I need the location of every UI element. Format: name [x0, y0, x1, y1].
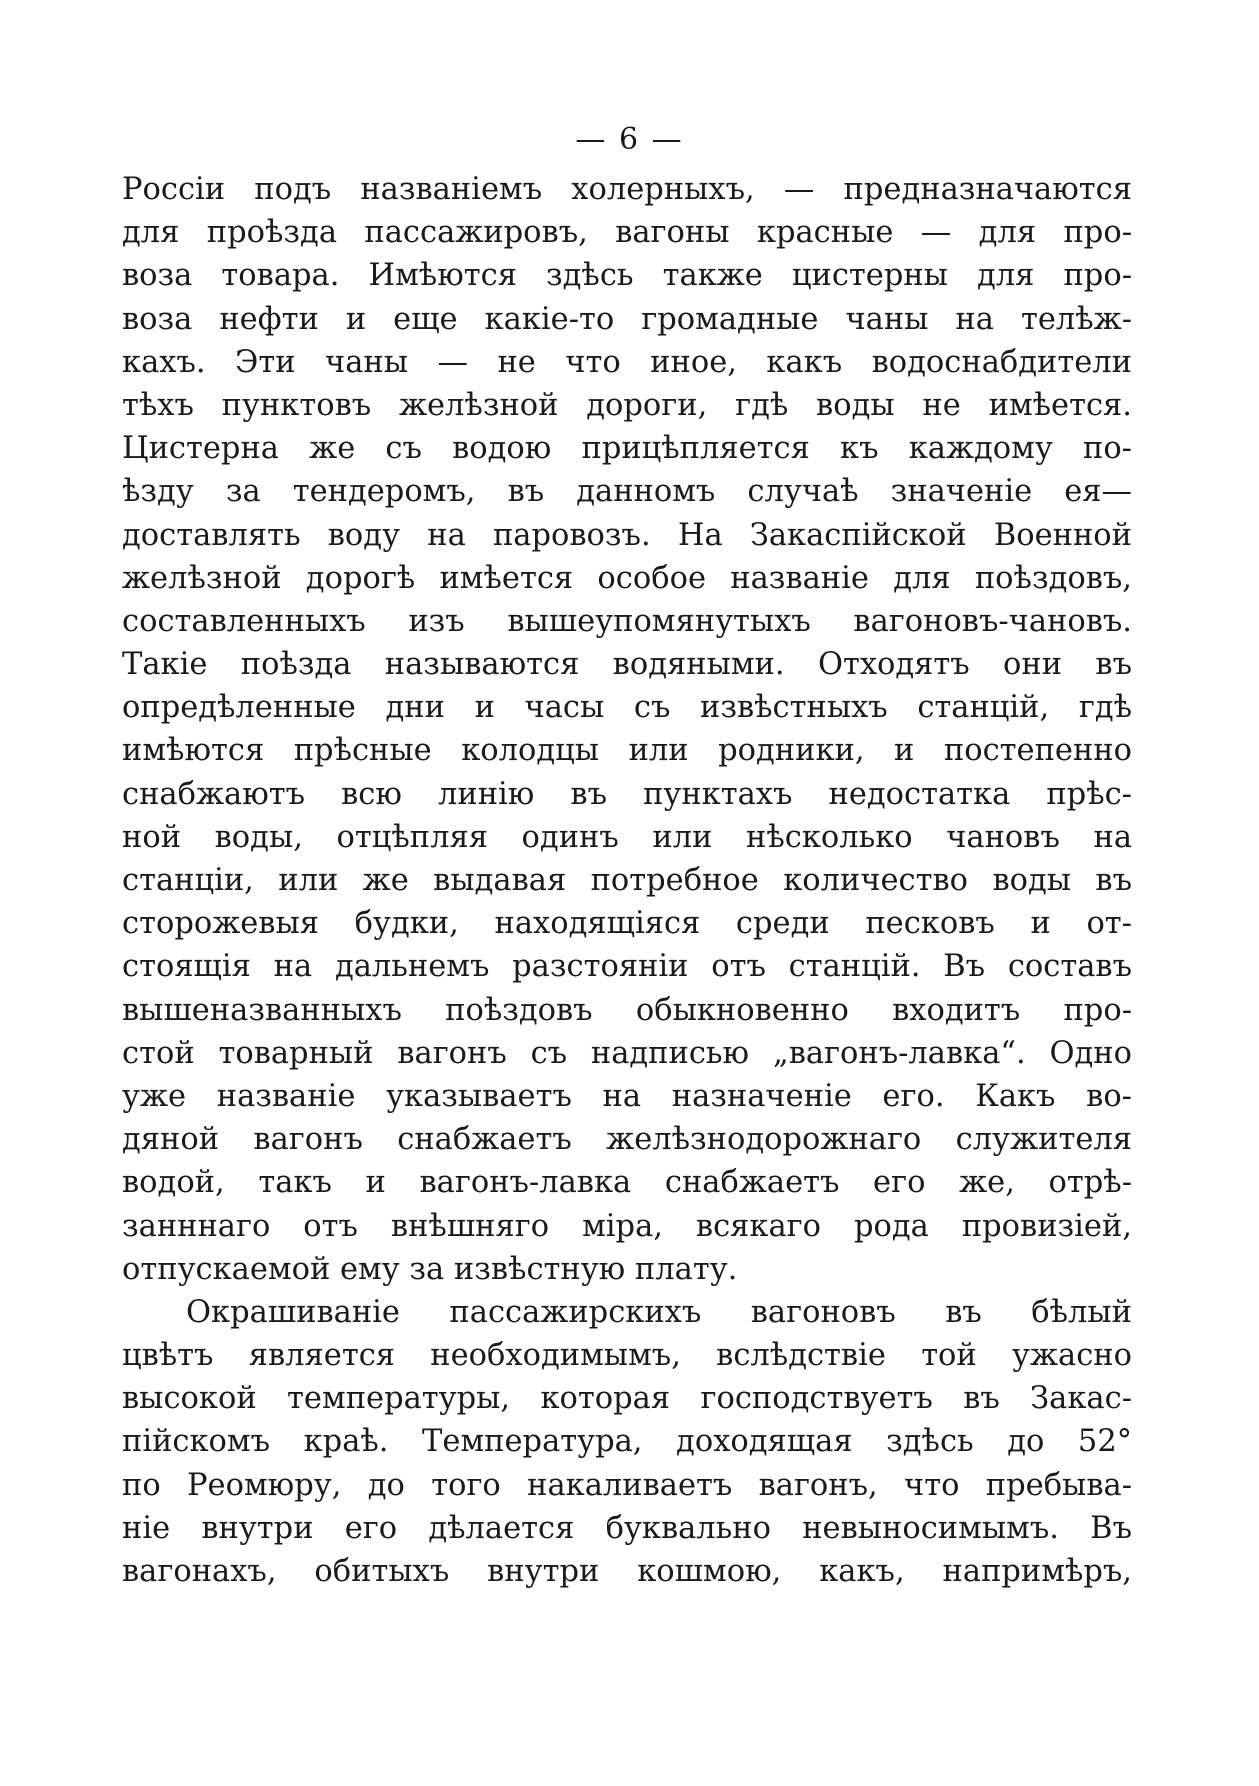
text-line: ѣзду за тендеромъ, въ данномъ случаѣ значеніе ея—	[122, 474, 1132, 510]
text-line: имѣются прѣсные колодцы или родники, и постепенно	[122, 733, 1132, 769]
page-number: — 6 —	[575, 122, 684, 157]
text-line: высокой температуры, которая господствуетъ въ Закас-	[122, 1381, 1132, 1417]
text-line: водой, такъ и вагонъ-лавка снабжаетъ его же, отрѣ-	[122, 1165, 1132, 1201]
body-text	[122, 168, 1132, 1593]
text-line: Цистерна же съ водою прицѣпляется къ каждому по-	[122, 431, 1132, 467]
text-line: пійскомъ краѣ. Температура, доходящая здѣсь до 52°	[122, 1424, 1132, 1460]
text-line: воза нефти и еще какіе-то громадные чаны на телѣж-	[122, 301, 1132, 337]
text-line: стой товарный вагонъ съ надписью „вагонъ-лавка“. Одно	[122, 1035, 1132, 1071]
text-line: вагонахъ, обитыхъ внутри кошмою, какъ, напримѣръ,	[122, 1554, 1132, 1589]
text-line: воза товара. Имѣются здѣсь также цистерны для про-	[122, 258, 1132, 294]
paragraph-end-line: отпускаемой ему за извѣстную плату.	[122, 1251, 738, 1287]
text-line: цвѣтъ является необходимымъ, вслѣдствіе той ужасно	[122, 1338, 1132, 1374]
text-line: ніе внутри его дѣлается буквально невыносимымъ. Въ	[122, 1510, 1132, 1546]
text-line: по Реомюру, до того накаливаетъ вагонъ, что пребыва-	[122, 1467, 1132, 1503]
text-line: дяной вагонъ снабжаетъ желѣзнодорожнаго служителя	[122, 1122, 1132, 1158]
text-line: вышеназванныхъ поѣздовъ обыкновенно входитъ про-	[122, 992, 1132, 1028]
text-line: желѣзной дорогѣ имѣется особое названіе для поѣздовъ,	[122, 560, 1132, 596]
text-line: занннаго отъ внѣшняго міра, всякаго рода провизіей,	[122, 1208, 1132, 1244]
text-line: станціи, или же выдавая потребное количество воды въ	[122, 863, 1132, 898]
text-line: стоящія на дальнемъ разстояніи отъ станцій. Въ составъ	[122, 949, 1132, 985]
paragraph-start-line: Окрашиваніе пассажирскихъ вагоновъ въ бѣлый	[186, 1294, 1132, 1330]
text-line: уже названіе указываетъ на назначеніе его. Какъ во-	[122, 1078, 1132, 1114]
text-line: ной воды, отцѣпляя одинъ или нѣсколько чановъ на	[122, 819, 1132, 855]
text-line: доставлять воду на паровозъ. На Закаспійской Военной	[122, 517, 1132, 553]
text-line: составленныхъ изъ вышеупомянутыхъ вагоновъ-чановъ.	[122, 603, 1132, 639]
text-line: снабжаютъ всю линію въ пунктахъ недостатка прѣс-	[122, 776, 1132, 812]
text-line: Такіе поѣзда называются водяными. Отходятъ они въ	[122, 647, 1132, 683]
text-line: для проѣзда пассажировъ, вагоны красные — для про-	[122, 215, 1132, 251]
text-line: тѣхъ пунктовъ желѣзной дороги, гдѣ воды не имѣется.	[122, 387, 1132, 423]
text-line: кахъ. Эти чаны — не что иное, какъ водоснабдители	[122, 344, 1132, 380]
text-line: сторожевыя будки, находящіяся среди песковъ и от-	[122, 906, 1132, 942]
text-line: опредѣленные дни и часы съ извѣстныхъ станцій, гдѣ	[122, 690, 1132, 726]
text-line: Россіи подъ названіемъ холерныхъ, — предназначаются	[122, 172, 1132, 207]
